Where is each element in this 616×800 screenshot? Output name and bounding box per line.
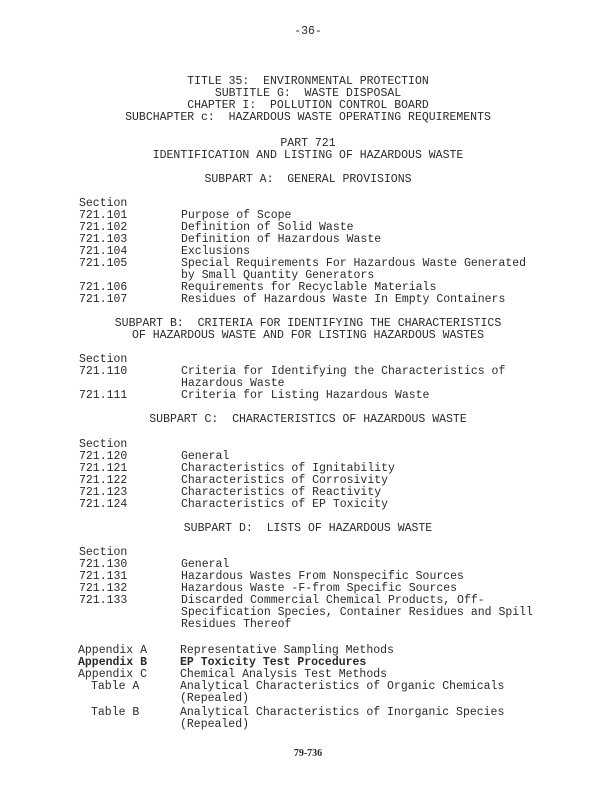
table-title-continued: (Repealed) [180,718,250,731]
section-title: Characteristics of Ignitability [181,462,395,475]
subtitle-line: SUBTITLE G: WASTE DISPOSAL [214,87,402,100]
section-number: 721.106 [79,281,128,294]
section-title: Criteria for Listing Hazardous Waste [181,389,430,402]
table-title: Analytical Characteristics of Organic Chemicals [180,680,505,693]
section-title-continued: Hazardous Waste [181,377,285,390]
part-title: IDENTIFICATION AND LISTING OF HAZARDOUS WASTE [152,149,464,162]
section-title: Definition of Hazardous Waste [181,233,382,246]
subpart-a-heading: SUBPART A: GENERAL PROVISIONS [204,173,412,186]
subpart-b-heading-continued: OF HAZARDOUS WASTE AND FOR LISTING HAZARDOUS WASTES [132,329,484,342]
section-title: Residues of Hazardous Waste In Empty Containers [181,293,506,306]
section-number: 721.121 [79,462,128,475]
section-number: 721.110 [79,365,128,378]
section-number: 721.124 [79,498,128,511]
section-title: General [181,450,230,463]
section-number: 721.105 [79,257,128,270]
section-title: Purpose of Scope [181,209,292,222]
section-title: Requirements for Recyclable Materials [181,281,437,294]
appendix-title: Representative Sampling Methods [180,644,394,657]
section-number: 721.122 [79,474,128,487]
section-label: Section [79,438,128,451]
section-title: Exclusions [181,245,251,258]
section-label: Section [79,353,128,366]
section-number: 721.104 [79,245,128,258]
section-number: 721.111 [79,389,128,402]
section-number: 721.132 [79,582,128,595]
section-title: Characteristics of Corrosivity [181,474,389,487]
section-title: General [181,558,230,571]
section-number: 721.103 [79,233,128,246]
section-title: Characteristics of EP Toxicity [181,498,389,511]
page-footer: 79-736 [293,748,323,759]
section-title-continued: by Small Quantity Generators [181,269,375,282]
section-title: Hazardous Waste -F-from Specific Sources [181,582,458,595]
appendix-label: Appendix B [78,656,148,669]
section-number: 721.130 [79,558,128,571]
part-line: PART 721 [280,137,336,150]
section-number: 721.101 [79,209,128,222]
appendix-label: Appendix A [78,644,148,657]
appendix-title: Chemical Analysis Test Methods [180,668,388,681]
table-label: Table B [91,706,140,719]
section-title-continued: Specification Species, Container Residues and Spill [181,606,533,619]
appendix-title: EP Toxicity Test Procedures [180,656,367,669]
table-title: Analytical Characteristics of Inorganic Species [180,706,505,719]
subpart-c-heading: SUBPART C: CHARACTERISTICS OF HAZARDOUS WASTE [149,413,467,426]
section-title: Criteria for Identifying the Characteristics of [181,365,506,378]
section-number: 721.123 [79,486,128,499]
table-title-continued: (Repealed) [180,692,250,705]
section-title: Special Requirements For Hazardous Waste Generated [181,257,527,270]
page-number: -36- [294,25,322,38]
section-title: Definition of Solid Waste [181,221,354,234]
section-number: 721.102 [79,221,128,234]
section-title: Characteristics of Reactivity [181,486,382,499]
subchapter-line: SUBCHAPTER c: HAZARDOUS WASTE OPERATING REQUIREMENTS [125,111,491,124]
table-label: Table A [91,680,140,693]
appendix-label: Appendix C [78,668,148,681]
section-label: Section [79,197,128,210]
section-label: Section [79,546,128,559]
section-number: 721.107 [79,293,128,306]
subpart-b-heading: SUBPART B: CRITERIA FOR IDENTIFYING THE CHARACTERISTICS [114,317,502,330]
section-title: Discarded Commercial Chemical Products, Off- [181,594,485,607]
chapter-line: CHAPTER I: POLLUTION CONTROL BOARD [187,99,429,112]
section-number: 721.131 [79,570,128,583]
section-number: 721.133 [79,594,128,607]
section-number: 721.120 [79,450,128,463]
subpart-d-heading: SUBPART D: LISTS OF HAZARDOUS WASTE [183,522,433,535]
section-title: Hazardous Wastes From Nonspecific Sources [181,570,464,583]
section-title-continued: Residues Thereof [181,618,292,631]
title-line: TITLE 35: ENVIRONMENTAL PROTECTION [187,75,429,88]
